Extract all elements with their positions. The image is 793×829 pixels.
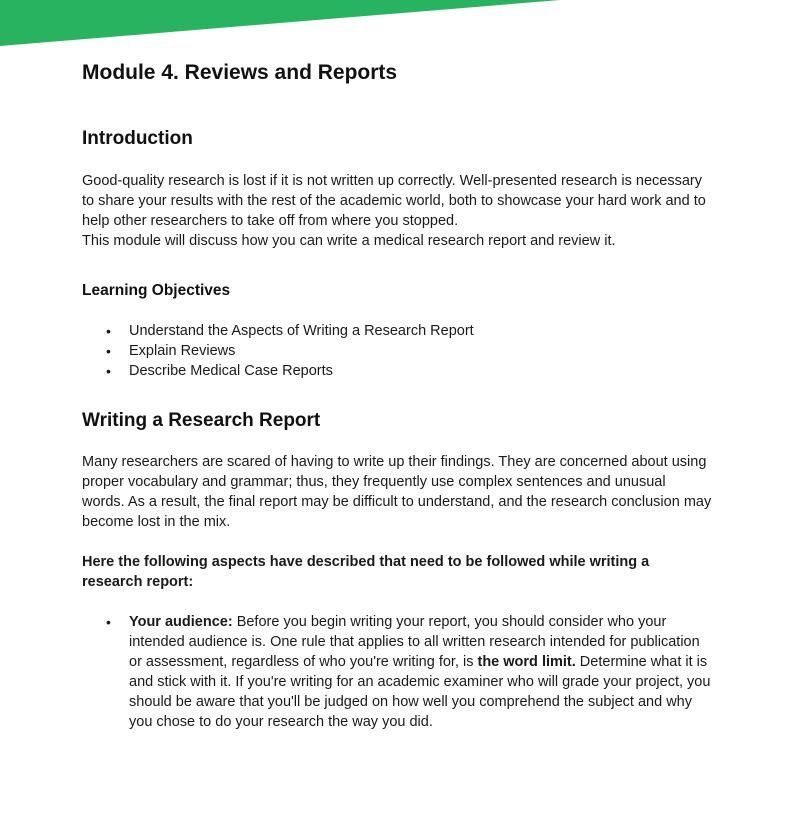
- list-item: [106, 612, 712, 732]
- learning-objectives-heading: Learning Objectives: [82, 282, 231, 299]
- module-title: Module 4. Reviews and Reports: [82, 61, 398, 84]
- bullet-icon: •: [106, 614, 111, 630]
- writing-report-paragraph: Many researchers are scared of having to write up their findings. They are concerned about using proper vocabulary and grammar; thus, they frequently use complex sentences and unusual words. As a result, the final report may be difficult to understand, and the research conclusion may become lost in the mix.: [82, 454, 712, 530]
- learning-objectives-list: [82, 321, 712, 381]
- aspects-list: [82, 612, 712, 732]
- introduction-heading: Introduction: [82, 128, 193, 149]
- objective-text: Describe Medical Case Reports: [129, 363, 333, 379]
- aspects-heading: Here the following aspects have described that need to be followed while writing a research report:: [82, 554, 650, 590]
- aspect-text: Before you begin writing your report, you should consider who your intended audience is. One rule that applies to all written research intended for publication or assessment, regardless of who you're writing for, is: [129, 614, 700, 670]
- introduction-paragraph: Good-quality research is lost if it is not written up correctly. Well-presented research is necessary to share your results with the rest of the academic world, both to showcase your hard work and to help other researchers to take off from where you stopped.: [82, 173, 706, 229]
- bullet-icon: •: [106, 323, 111, 339]
- aspect-label: Your audience:: [129, 614, 233, 630]
- document-body: [82, 58, 712, 732]
- aspect-emphasis: the word limit.: [477, 654, 576, 670]
- introduction-summary: This module will discuss how you can write a medical research report and review it.: [82, 233, 616, 249]
- bullet-icon: •: [106, 343, 111, 359]
- list-item: [106, 321, 712, 341]
- list-item: [106, 361, 712, 381]
- bullet-icon: •: [106, 363, 111, 379]
- aspect-text-continued: Determine what it is and stick with it. If you're writing for an academic examiner who will grade your project, you should be aware that you'll be judged on how well you comprehend the subject and why you chose to do your research the way you did.: [129, 654, 711, 730]
- list-item: [106, 341, 712, 361]
- writing-report-heading: Writing a Research Report: [82, 410, 321, 431]
- objective-text: Explain Reviews: [129, 343, 236, 359]
- top-banner: [0, 0, 793, 50]
- objective-text: Understand the Aspects of Writing a Research Report: [129, 323, 474, 339]
- green-accent-banner: [0, 0, 560, 46]
